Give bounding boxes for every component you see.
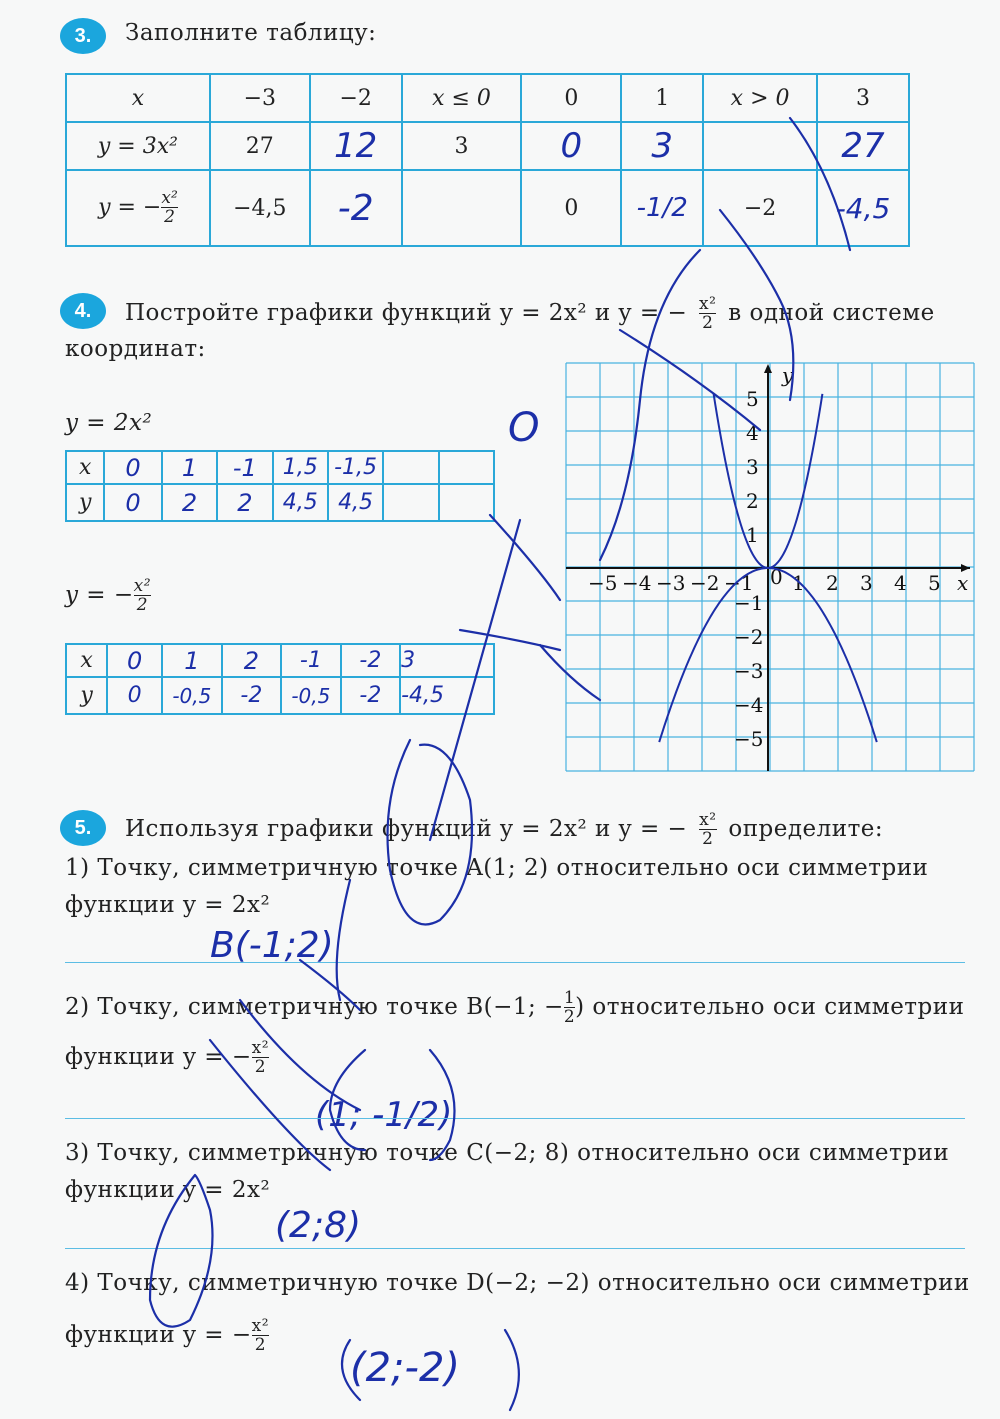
table-cell bbox=[383, 451, 438, 484]
header-cell: x > 0 bbox=[703, 74, 817, 122]
handwritten-cell: -1,5 bbox=[328, 451, 383, 484]
origin-label: 0 bbox=[770, 565, 783, 589]
x-tick-label: 4 bbox=[894, 571, 907, 595]
table-cell: −4,5 bbox=[210, 170, 310, 246]
handwritten-cell: 0 bbox=[107, 644, 162, 677]
task-4-line1 bbox=[125, 296, 935, 332]
handwritten-cell: 0 bbox=[107, 677, 162, 714]
answer-1: B(-1;2) bbox=[210, 925, 334, 966]
answer-2: (1; -1/2) bbox=[315, 1095, 453, 1135]
fraction bbox=[252, 1040, 269, 1076]
y-tick-label: 3 bbox=[746, 455, 759, 479]
y-tick-label: 5 bbox=[746, 387, 759, 411]
fraction-numerator: x² bbox=[133, 576, 152, 596]
handwritten-cell: -0,5 bbox=[162, 677, 222, 714]
task-5-intro bbox=[125, 812, 883, 848]
y-tick-label: −2 bbox=[734, 625, 764, 649]
scribble-stroke bbox=[337, 880, 350, 1000]
handwritten-cell: -4,5 bbox=[400, 677, 494, 714]
table-cell: −2 bbox=[703, 170, 817, 246]
handwritten-cell: 1,5 bbox=[273, 451, 328, 484]
row-label: y = 3x² bbox=[66, 122, 210, 170]
scribble-stroke bbox=[505, 1330, 519, 1410]
table-cell: 3 bbox=[402, 122, 522, 170]
task-4-text-a: Постройте графики функций y = 2x² и y = − bbox=[125, 300, 688, 326]
fraction-denominator: 2 bbox=[252, 1335, 269, 1354]
handwritten-cell: -1/2 bbox=[621, 170, 703, 246]
task-4-line2: координат: bbox=[65, 336, 206, 362]
handwritten-cell: -4,5 bbox=[817, 170, 909, 246]
task-5-intro-b: определите: bbox=[728, 816, 884, 842]
fraction-numerator: x² bbox=[251, 1038, 270, 1058]
y-tick-label: −3 bbox=[734, 659, 764, 683]
answer-4: (2;-2) bbox=[350, 1345, 461, 1391]
handwritten-cell: 2 bbox=[222, 644, 282, 677]
fraction bbox=[252, 1318, 269, 1354]
fraction-denominator: 2 bbox=[699, 829, 716, 848]
fraction-denominator: 2 bbox=[563, 1007, 576, 1027]
table-cell bbox=[439, 451, 494, 484]
fraction bbox=[564, 990, 575, 1026]
handwritten-cell: 3 bbox=[400, 644, 494, 677]
handwritten-cell: -2 bbox=[222, 677, 282, 714]
handwritten-cell: -2 bbox=[341, 677, 401, 714]
values-table-1 bbox=[65, 450, 495, 522]
y-tick-label: −5 bbox=[734, 727, 764, 751]
header-cell: −2 bbox=[310, 74, 402, 122]
answer-line bbox=[65, 1118, 965, 1119]
handwritten-cell: 0 bbox=[521, 122, 621, 170]
y-tick-label: 1 bbox=[746, 523, 759, 547]
q4-line1: 4) Точку, симметричную точке D(−2; −2) относительно оси симметрии bbox=[65, 1270, 970, 1296]
header-cell: −3 bbox=[210, 74, 310, 122]
header-cell: x ≤ 0 bbox=[402, 74, 522, 122]
table-cell: 27 bbox=[210, 122, 310, 170]
row-label: y bbox=[66, 677, 107, 714]
q2-text-b: ) относительно оси симметрии bbox=[575, 994, 965, 1020]
handwritten-cell: 12 bbox=[310, 122, 402, 170]
answer-line bbox=[65, 962, 965, 963]
table-cell: 0 bbox=[521, 170, 621, 246]
handwritten-o: O bbox=[508, 405, 540, 451]
q3-line1: 3) Точку, симметричную точке C(−2; 8) относительно оси симметрии bbox=[65, 1140, 950, 1166]
x-tick-label: 3 bbox=[860, 571, 873, 595]
handwritten-cell: 4,5 bbox=[328, 484, 383, 521]
handwritten-cell: -1 bbox=[217, 451, 272, 484]
x-tick-label: −5 bbox=[588, 571, 618, 595]
header-cell: 1 bbox=[621, 74, 703, 122]
y-axis-arrow bbox=[764, 364, 772, 373]
handwritten-cell: 1 bbox=[162, 451, 217, 484]
row-label: y bbox=[66, 484, 104, 521]
header-cell: 0 bbox=[521, 74, 621, 122]
answer-line bbox=[65, 1248, 965, 1249]
y-tick-label: 2 bbox=[746, 489, 759, 513]
fraction-denominator: 2 bbox=[252, 1057, 269, 1076]
fraction bbox=[161, 190, 177, 226]
q2-line2-a: функции y = − bbox=[65, 1044, 252, 1070]
handwritten-cell: 0 bbox=[104, 484, 161, 521]
fraction-numerator: x² bbox=[699, 294, 717, 314]
task-4-badge: 4. bbox=[60, 293, 106, 329]
q3-line2: функции y = 2x² bbox=[65, 1177, 271, 1203]
q1-line1: 1) Точку, симметричную точке A(1; 2) относительно оси симметрии bbox=[65, 855, 929, 881]
x-tick-label: 1 bbox=[792, 571, 805, 595]
task-4-text-b: в одной системе bbox=[728, 300, 935, 326]
handwritten-cell: 0 bbox=[104, 451, 161, 484]
fraction-numerator: x² bbox=[699, 810, 717, 830]
fraction bbox=[699, 812, 716, 848]
x-tick-label: 2 bbox=[826, 571, 839, 595]
handwritten-cell: 27 bbox=[817, 122, 909, 170]
fraction-denominator: 2 bbox=[161, 207, 177, 226]
row-label: x bbox=[66, 451, 104, 484]
y-tick-label: −4 bbox=[734, 693, 764, 717]
func-1-label: y = 2x² bbox=[65, 410, 153, 436]
table-cell bbox=[402, 170, 522, 246]
fraction bbox=[134, 578, 151, 614]
header-cell: 3 bbox=[817, 74, 909, 122]
q4-line2-a: функции y = − bbox=[65, 1322, 252, 1348]
q2-text-a: 2) Точку, симметричную точке B(−1; − bbox=[65, 994, 564, 1020]
x-tick-label: −1 bbox=[724, 571, 754, 595]
handwritten-cell: -1 bbox=[281, 644, 341, 677]
task-5-intro-a: Используя графики функций y = 2x² и y = − bbox=[125, 816, 688, 842]
table-cell bbox=[383, 484, 438, 521]
fraction bbox=[699, 296, 716, 332]
row-label: x bbox=[66, 644, 107, 677]
handwritten-cell: -0,5 bbox=[281, 677, 341, 714]
func-2-label bbox=[65, 578, 151, 614]
row-label bbox=[66, 170, 210, 246]
header-cell: x bbox=[66, 74, 210, 122]
y-tick-label: −1 bbox=[734, 591, 764, 615]
x-tick-label: −3 bbox=[656, 571, 686, 595]
y-tick-label: 4 bbox=[746, 421, 759, 445]
x-axis-label: x bbox=[957, 571, 969, 595]
fraction-numerator: x² bbox=[161, 188, 178, 208]
q4-line2 bbox=[65, 1318, 269, 1354]
q1-line2: функции y = 2x² bbox=[65, 892, 271, 918]
x-tick-label: −2 bbox=[690, 571, 720, 595]
row-label-prefix: y = − bbox=[98, 195, 162, 220]
handwritten-cell: 4,5 bbox=[273, 484, 328, 521]
table-cell bbox=[439, 484, 494, 521]
fraction-denominator: 2 bbox=[699, 313, 716, 332]
handwritten-cell: 3 bbox=[621, 122, 703, 170]
coordinate-grid bbox=[565, 362, 975, 772]
fraction-numerator: 1 bbox=[563, 988, 576, 1008]
handwritten-cell: 2 bbox=[217, 484, 272, 521]
x-tick-label: −4 bbox=[622, 571, 652, 595]
answer-3: (2;8) bbox=[275, 1205, 362, 1246]
handwritten-cell: -2 bbox=[341, 644, 401, 677]
fraction-numerator: x² bbox=[251, 1316, 270, 1336]
q2-line2 bbox=[65, 1040, 269, 1076]
handwritten-cell: 1 bbox=[162, 644, 222, 677]
x-tick-label: 5 bbox=[928, 571, 941, 595]
table-cell bbox=[703, 122, 817, 170]
handwritten-cell: 2 bbox=[162, 484, 217, 521]
func-2-prefix: y = − bbox=[65, 582, 134, 608]
y-axis-label: y bbox=[782, 363, 794, 387]
task-3-badge: 3. bbox=[60, 18, 106, 54]
task-3-table bbox=[65, 73, 910, 247]
task-5-badge: 5. bbox=[60, 810, 106, 846]
handwritten-cell: -2 bbox=[310, 170, 402, 246]
values-table-2 bbox=[65, 643, 495, 715]
scribble-stroke bbox=[490, 515, 560, 600]
fraction-denominator: 2 bbox=[134, 595, 151, 614]
q2-line1 bbox=[65, 990, 964, 1026]
task-3-title: Заполните таблицу: bbox=[125, 20, 377, 46]
